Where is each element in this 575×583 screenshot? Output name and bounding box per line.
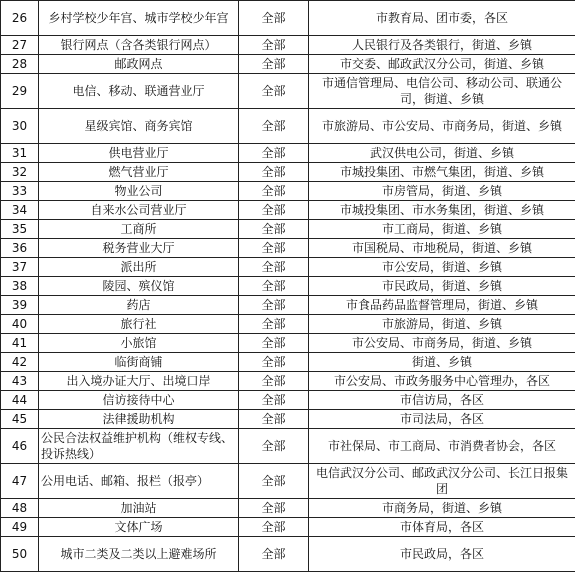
venue-cell: 临街商铺 <box>39 353 239 372</box>
scope-cell: 全部 <box>239 258 309 277</box>
row-number-cell: 26 <box>1 1 39 36</box>
responsible-units-cell: 市司法局，各区 <box>309 410 575 429</box>
row-number-cell: 32 <box>1 163 39 182</box>
scope-cell: 全部 <box>239 36 309 55</box>
table-row <box>1 353 575 372</box>
responsible-units-cell: 市教育局、团市委，各区 <box>309 1 575 36</box>
row-number-cell: 39 <box>1 296 39 315</box>
scope-cell: 全部 <box>239 1 309 36</box>
table-row <box>1 372 575 391</box>
venue-cell: 供电营业厅 <box>39 144 239 163</box>
venue-cell: 工商所 <box>39 220 239 239</box>
row-number-cell: 37 <box>1 258 39 277</box>
venue-cell: 星级宾馆、商务宾馆 <box>39 109 239 144</box>
responsible-units-cell: 武汉供电公司，街道、乡镇 <box>309 144 575 163</box>
row-number-cell: 48 <box>1 499 39 518</box>
row-number-cell: 27 <box>1 36 39 55</box>
venue-cell: 乡村学校少年宫、城市学校少年宫 <box>39 1 239 36</box>
row-number-cell: 46 <box>1 429 39 464</box>
scope-cell: 全部 <box>239 315 309 334</box>
venue-cell: 税务营业大厅 <box>39 239 239 258</box>
table-row <box>1 109 575 144</box>
table-body <box>1 1 575 572</box>
venue-cell: 陵园、殡仪馆 <box>39 277 239 296</box>
table-row <box>1 239 575 258</box>
venue-cell: 物业公司 <box>39 182 239 201</box>
table-row <box>1 201 575 220</box>
venue-cell: 小旅馆 <box>39 334 239 353</box>
row-number-cell: 50 <box>1 537 39 572</box>
responsible-units-cell: 市食品药品监督管理局，街道、乡镇 <box>309 296 575 315</box>
table-row <box>1 410 575 429</box>
scope-cell: 全部 <box>239 109 309 144</box>
row-number-cell: 40 <box>1 315 39 334</box>
row-number-cell: 35 <box>1 220 39 239</box>
scope-cell: 全部 <box>239 182 309 201</box>
venue-cell: 信访接待中心 <box>39 391 239 410</box>
responsible-units-cell: 市国税局、市地税局，街道、乡镇 <box>309 239 575 258</box>
responsible-units-cell: 市民政局，各区 <box>309 537 575 572</box>
scope-cell: 全部 <box>239 163 309 182</box>
row-number-cell: 41 <box>1 334 39 353</box>
table-row <box>1 55 575 74</box>
responsible-units-cell: 市旅游局，街道、乡镇 <box>309 315 575 334</box>
scope-cell: 全部 <box>239 429 309 464</box>
responsible-units-cell: 市城投集团、市燃气集团，街道、乡镇 <box>309 163 575 182</box>
row-number-cell: 33 <box>1 182 39 201</box>
row-number-cell: 36 <box>1 239 39 258</box>
responsible-units-cell: 市城投集团、市水务集团，街道、乡镇 <box>309 201 575 220</box>
responsible-units-cell: 人民银行及各类银行，街道、乡镇 <box>309 36 575 55</box>
responsible-units-cell: 市体育局，各区 <box>309 518 575 537</box>
scope-cell: 全部 <box>239 464 309 499</box>
row-number-cell: 30 <box>1 109 39 144</box>
table-row <box>1 182 575 201</box>
venue-cell: 电信、移动、联通营业厅 <box>39 74 239 109</box>
row-number-cell: 43 <box>1 372 39 391</box>
row-number-cell: 38 <box>1 277 39 296</box>
venue-cell: 公用电话、邮箱、报栏（报亭） <box>39 464 239 499</box>
row-number-cell: 42 <box>1 353 39 372</box>
responsible-units-cell: 市公安局，街道、乡镇 <box>309 258 575 277</box>
scope-cell: 全部 <box>239 144 309 163</box>
table-row <box>1 499 575 518</box>
scope-cell: 全部 <box>239 499 309 518</box>
venue-cell: 城市二类及二类以上避难场所 <box>39 537 239 572</box>
scope-cell: 全部 <box>239 55 309 74</box>
table-row <box>1 163 575 182</box>
venue-cell: 派出所 <box>39 258 239 277</box>
responsible-units-cell: 市公安局、市商务局，街道、乡镇 <box>309 334 575 353</box>
row-number-cell: 28 <box>1 55 39 74</box>
row-number-cell: 47 <box>1 464 39 499</box>
venue-cell: 银行网点（含各类银行网点） <box>39 36 239 55</box>
table-row <box>1 518 575 537</box>
table-row <box>1 464 575 499</box>
venue-cell: 公民合法权益维护机构（维权专线、投诉热线） <box>39 429 239 464</box>
responsible-units-cell: 市旅游局、市公安局、市商务局，街道、乡镇 <box>309 109 575 144</box>
table-row <box>1 391 575 410</box>
row-number-cell: 29 <box>1 74 39 109</box>
scope-cell: 全部 <box>239 391 309 410</box>
responsible-units-cell: 市通信管理局、电信公司、移动公司、联通公司，街道、乡镇 <box>309 74 575 109</box>
scope-cell: 全部 <box>239 296 309 315</box>
scope-cell: 全部 <box>239 410 309 429</box>
scope-cell: 全部 <box>239 74 309 109</box>
venue-cell: 加油站 <box>39 499 239 518</box>
venue-cell: 旅行社 <box>39 315 239 334</box>
row-number-cell: 49 <box>1 518 39 537</box>
responsible-units-cell: 街道、乡镇 <box>309 353 575 372</box>
responsible-units-cell: 市公安局、市政务服务中心管理办，各区 <box>309 372 575 391</box>
table-row <box>1 296 575 315</box>
venue-cell: 药店 <box>39 296 239 315</box>
row-number-cell: 45 <box>1 410 39 429</box>
responsible-units-cell: 市社保局、市工商局、市消费者协会，各区 <box>309 429 575 464</box>
scope-cell: 全部 <box>239 518 309 537</box>
scope-cell: 全部 <box>239 353 309 372</box>
table-row <box>1 277 575 296</box>
row-number-cell: 44 <box>1 391 39 410</box>
scope-cell: 全部 <box>239 334 309 353</box>
table-row <box>1 144 575 163</box>
row-number-cell: 31 <box>1 144 39 163</box>
table-row <box>1 537 575 572</box>
scope-cell: 全部 <box>239 201 309 220</box>
responsible-units-cell: 市房管局，街道、乡镇 <box>309 182 575 201</box>
venue-cell: 自来水公司营业厅 <box>39 201 239 220</box>
responsible-units-cell: 市工商局，街道、乡镇 <box>309 220 575 239</box>
table-row <box>1 334 575 353</box>
venue-cell: 燃气营业厅 <box>39 163 239 182</box>
venue-cell: 邮政网点 <box>39 55 239 74</box>
table-row <box>1 36 575 55</box>
scope-cell: 全部 <box>239 537 309 572</box>
venue-cell: 出入境办证大厅、出境口岸 <box>39 372 239 391</box>
responsible-units-cell: 市信访局，各区 <box>309 391 575 410</box>
responsible-units-cell: 电信武汉分公司、邮政武汉分公司、长江日报集团 <box>309 464 575 499</box>
scope-cell: 全部 <box>239 277 309 296</box>
venue-cell: 文体广场 <box>39 518 239 537</box>
row-number-cell: 34 <box>1 201 39 220</box>
scope-cell: 全部 <box>239 220 309 239</box>
venue-cell: 法律援助机构 <box>39 410 239 429</box>
table-row <box>1 258 575 277</box>
table-row <box>1 220 575 239</box>
table-row <box>1 315 575 334</box>
responsible-units-cell: 市商务局，街道、乡镇 <box>309 499 575 518</box>
responsible-units-cell: 市交委、邮政武汉分公司，街道、乡镇 <box>309 55 575 74</box>
table-row <box>1 74 575 109</box>
scope-cell: 全部 <box>239 239 309 258</box>
table-row <box>1 1 575 36</box>
scope-cell: 全部 <box>239 372 309 391</box>
responsible-units-cell: 市民政局，街道、乡镇 <box>309 277 575 296</box>
table-row <box>1 429 575 464</box>
